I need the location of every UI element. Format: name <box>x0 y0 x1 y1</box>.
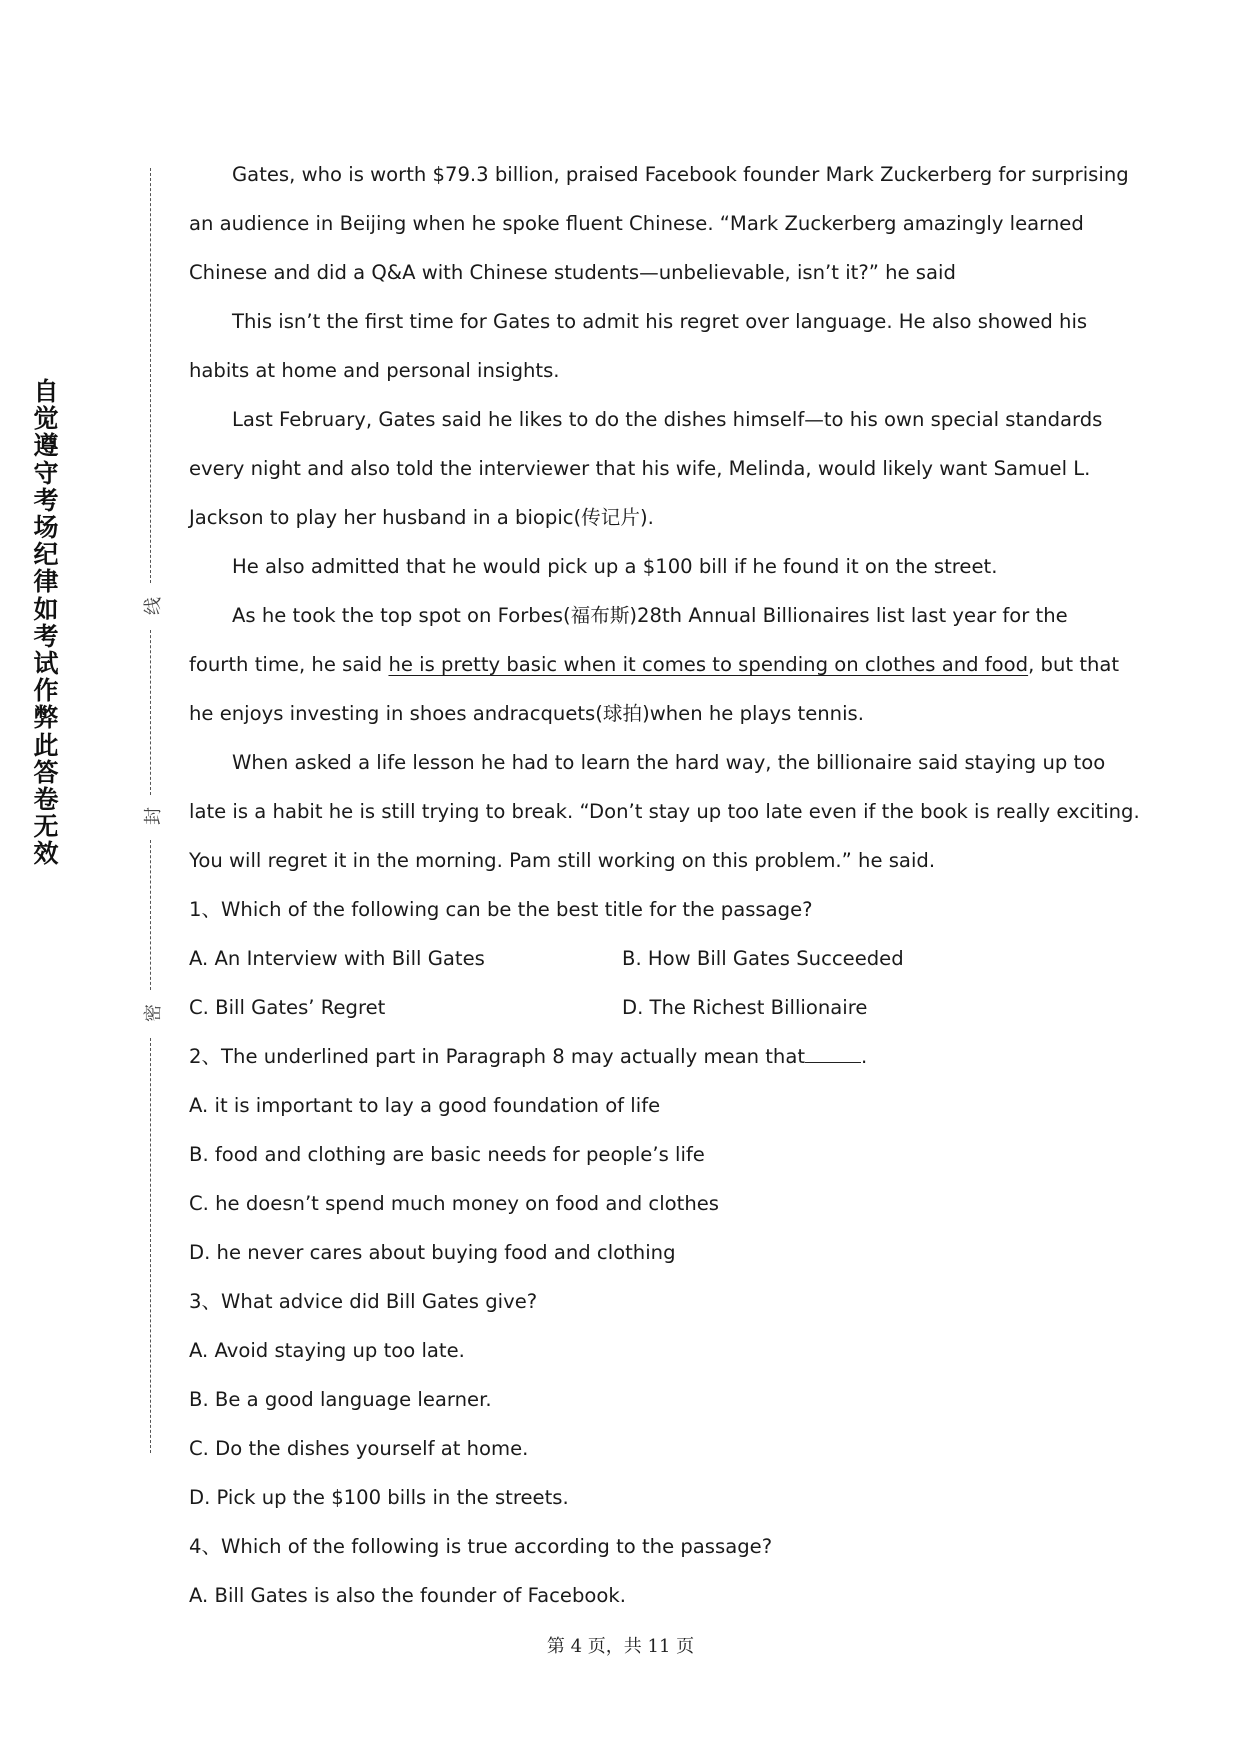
option-c: C. Bill Gates’ Regret <box>189 996 386 1019</box>
question-2 <box>189 1032 1069 1081</box>
passage-line: Last February, Gates said he likes to do the dishes himself—to his own special standards <box>232 408 1103 431</box>
binding-dash-segment <box>150 630 151 795</box>
passage-line: Chinese and did a Q&A with Chinese students—unbelievable, isn’t it?” he said <box>189 261 956 284</box>
option-d: D. he never cares about buying food and clothing <box>189 1241 676 1264</box>
reading-passage <box>189 150 1140 1620</box>
passage-line <box>189 640 1120 689</box>
passage-line: This isn’t the first time for Gates to admit his regret over language. He also showed his <box>232 310 1088 333</box>
passage-line: late is a habit he is still trying to break. “Don’t stay up too late even if the book is really exciting. <box>189 800 1140 823</box>
question-2-period: . <box>861 1045 868 1068</box>
option-c: C. Do the dishes yourself at home. <box>189 1437 529 1460</box>
question-1: 1、Which of the following can be the best title for the passage? <box>189 898 813 921</box>
question-4: 4、Which of the following is true according to the passage? <box>189 1535 773 1558</box>
passage-line: Jackson to play her husband in a biopic(传记片). <box>189 506 654 529</box>
passage-line: Gates, who is worth $79.3 billion, praised Facebook founder Mark Zuckerberg for surprising <box>232 163 1129 186</box>
underlined-sentence: he is pretty basic when it comes to spending on clothes and food <box>388 653 1029 676</box>
option-a: A. it is important to lay a good foundation of life <box>189 1094 661 1117</box>
passage-line: habits at home and personal insights. <box>189 359 560 382</box>
passage-line: He also admitted that he would pick up a $100 bill if he found it on the street. <box>232 555 998 578</box>
passage-text: , but that <box>1028 653 1120 676</box>
passage-line: When asked a life lesson he had to learn the hard way, the billionaire said staying up too <box>232 751 1106 774</box>
binding-mark-xian: 线 <box>143 597 164 615</box>
question-3: 3、What advice did Bill Gates give? <box>189 1290 538 1313</box>
question-1-options-row <box>189 983 1069 1032</box>
option-a: A. Avoid staying up too late. <box>189 1339 465 1362</box>
answer-blank <box>805 1044 861 1063</box>
binding-dash-segment <box>150 168 151 583</box>
question-1-options-row <box>189 934 1069 983</box>
option-d: D. Pick up the $100 bills in the streets. <box>189 1486 569 1509</box>
binding-mark-mi: 密 <box>143 1004 164 1022</box>
passage-line: every night and also told the interviewer that his wife, Melinda, would likely want Samuel L. <box>189 457 1091 480</box>
option-a: A. An Interview with Bill Gates <box>189 947 485 970</box>
question-2-text: 2、The underlined part in Paragraph 8 may actually mean that <box>189 1045 806 1068</box>
passage-line: an audience in Beijing when he spoke fluent Chinese. “Mark Zuckerberg amazingly learned <box>189 212 1084 235</box>
option-b: B. How Bill Gates Succeeded <box>622 947 904 970</box>
binding-line <box>140 168 164 1453</box>
passage-line: As he took the top spot on Forbes(福布斯)28th Annual Billionaires list last year for the <box>232 604 1068 627</box>
passage-line: You will regret it in the morning. Pam still working on this problem.” he said. <box>189 849 936 872</box>
passage-line: he enjoys investing in shoes andracquets(球拍)when he plays tennis. <box>189 702 864 725</box>
exam-discipline-notice: 自觉遵守考场纪律如考试作弊此答卷无效 <box>33 377 59 869</box>
option-a: A. Bill Gates is also the founder of Facebook. <box>189 1584 626 1607</box>
option-b: B. Be a good language learner. <box>189 1388 492 1411</box>
binding-mark-feng: 封 <box>143 807 164 825</box>
passage-text: fourth time, he said <box>189 653 389 676</box>
option-c: C. he doesn’t spend much money on food and clothes <box>189 1192 719 1215</box>
option-d: D. The Richest Billionaire <box>622 996 868 1019</box>
page-number-footer: 第 4 页，共 11 页 <box>546 1636 695 1657</box>
option-b: B. food and clothing are basic needs for people’s life <box>189 1143 705 1166</box>
binding-dash-segment <box>150 1038 151 1453</box>
binding-dash-segment <box>150 840 151 990</box>
